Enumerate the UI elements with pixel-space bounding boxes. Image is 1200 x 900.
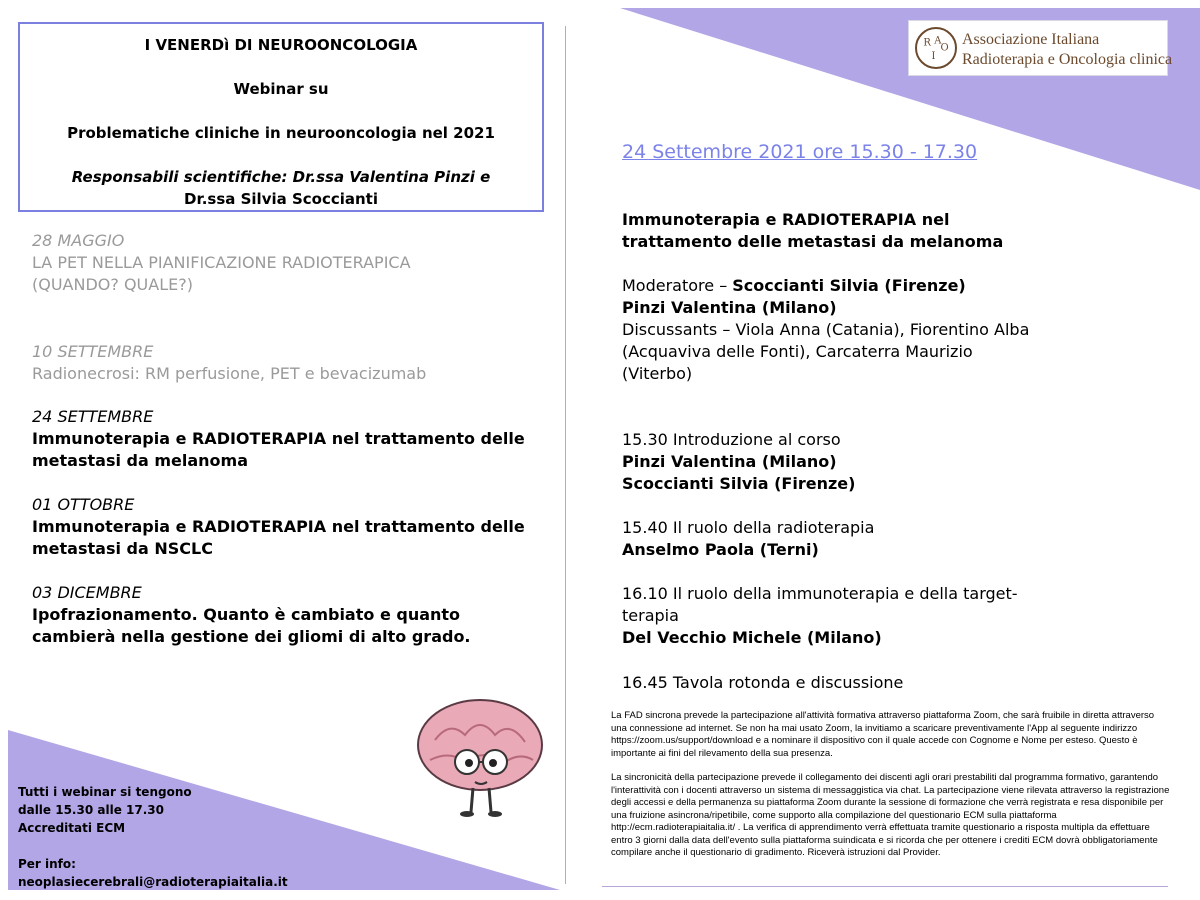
event-date-link[interactable]: 24 Settembre 2021 ore 15.30 - 17.30 bbox=[622, 141, 978, 163]
moderatore-2: Pinzi Valentina (Milano) bbox=[622, 298, 837, 317]
logo-line1: Associazione Italiana bbox=[962, 31, 1100, 48]
event-item bbox=[32, 341, 552, 385]
notes-paragraph: La sincronicità della partecipazione prevede il collegamento dei discenti agli orari prestabiliti dal programma formativo, garantendo l'interattività con i docenti attraverso un sistema di messaggistica via chat. La partecipazione viene rilevata attraverso la registrazione degli accessi e della permanenza su piattaforma Zoom durante la sessione di formazione che verrà registrata e resa disponibile per una fruizione asincrona/ripetibile, come supporto alla compilazione del questionario ECM sulla piattaforma http://ecm.radioterapiaitalia.it/ . La verifica di apprendimento verrà effettuata tramite questionario a risposta multipla da effettuare entro 3 giorni dalla data dell'evento sulla piattaforma suindicata e si ricorda che per ottenere i crediti ECM dovrà obbligatoriamente compilare anche il questionario di gradimento. Riceverà istruzioni dal Provider. bbox=[611, 772, 1170, 858]
event-title: Radionecrosi: RM perfusione, PET e bevacizumab bbox=[32, 364, 427, 383]
responsabili-line2: Dr.ssa Silvia Scoccianti bbox=[184, 190, 378, 208]
moderatore-1: Scoccianti Silvia (Firenze) bbox=[732, 276, 966, 295]
event-title-cont: (QUANDO? QUALE?) bbox=[32, 275, 193, 294]
program-speaker: Anselmo Paola (Terni) bbox=[622, 540, 819, 559]
event-date: 24 SETTEMBRE bbox=[32, 407, 154, 426]
svg-text:O: O bbox=[940, 42, 949, 54]
fad-notes bbox=[611, 710, 1171, 872]
program-line: 15.30 Introduzione al corso bbox=[622, 430, 841, 449]
event-title-cont: metastasi da NSCLC bbox=[32, 539, 213, 558]
topic-title: Problematiche cliniche in neurooncologia nel 2021 bbox=[67, 124, 495, 142]
footer-line: Tutti i webinar si tengono bbox=[18, 785, 192, 799]
brain-mascot-illustration bbox=[405, 690, 555, 820]
event-title: Immunoterapia e RADIOTERAPIA nel trattamento delle bbox=[32, 517, 525, 536]
session-title bbox=[622, 209, 1072, 253]
svg-text:A: A bbox=[934, 35, 942, 47]
program-line: 16.45 Tavola rotonda e discussione bbox=[622, 673, 904, 692]
discussants-line2: (Acquaviva delle Fonti), Carcaterra Maurizio bbox=[622, 342, 973, 361]
webinar-label: Webinar su bbox=[233, 80, 329, 98]
info-email-link[interactable]: neoplasiecerebrali@radioterapiaitalia.it bbox=[18, 875, 288, 889]
divider-line bbox=[565, 26, 566, 884]
event-item bbox=[32, 582, 552, 648]
event-title-cont: metastasi da melanoma bbox=[32, 451, 248, 470]
footer-line: dalle 15.30 alle 17.30 bbox=[18, 803, 164, 817]
bottom-divider bbox=[602, 886, 1168, 887]
svg-text:I: I bbox=[931, 50, 936, 62]
event-date: 03 DICEMBRE bbox=[32, 583, 142, 602]
program-speaker: Del Vecchio Michele (Milano) bbox=[622, 628, 882, 647]
event-date: 28 MAGGIO bbox=[32, 231, 125, 250]
event-item bbox=[32, 494, 552, 560]
logo-line2: Radioterapia e Oncologia clinica bbox=[962, 51, 1173, 68]
program-item bbox=[622, 672, 1072, 694]
event-title: Ipofrazionamento. Quanto è cambiato e quanto bbox=[32, 605, 461, 624]
footer-line: Accreditati ECM bbox=[18, 821, 126, 835]
header-box bbox=[18, 22, 544, 212]
event-title: Immunoterapia e RADIOTERAPIA nel trattamento delle bbox=[32, 429, 525, 448]
discussants-line3: (Viterbo) bbox=[622, 364, 693, 383]
event-date: 10 SETTEMBRE bbox=[32, 342, 154, 361]
airo-logo-icon bbox=[915, 27, 957, 69]
notes-paragraph: La FAD sincrona prevede la partecipazione all'attività formativa attraverso piattaforma Zoom, che sarà fruibile in diretta attraverso una connessione ad internet. Se non ha mai usato Zoom, la invitiamo a scaricare preventivamente l'App al seguente indirizzo https://zoom.us/support/download e a nominare il dispositivo con il quale accede con Cognome e Nome per esteso. Questo è importante ai fini del rilevamento della sua presenza. bbox=[611, 710, 1155, 759]
responsabili-line1: Responsabili scientifiche: Dr.ssa Valentina Pinzi e bbox=[71, 168, 491, 186]
event-title: LA PET NELLA PIANIFICAZIONE RADIOTERAPICA bbox=[32, 253, 411, 272]
moderators bbox=[622, 275, 1072, 385]
session-title-line1: Immunoterapia e RADIOTERAPIA nel bbox=[622, 210, 950, 229]
session-title-line2: trattamento delle metastasi da melanoma bbox=[622, 232, 1004, 251]
discussants-line1: Discussants – Viola Anna (Catania), Fiorentino Alba bbox=[622, 320, 1030, 339]
program-speaker: Pinzi Valentina (Milano) bbox=[622, 452, 837, 471]
program-line-cont: terapia bbox=[622, 606, 679, 625]
program-item bbox=[622, 583, 1072, 649]
footer-line: Per info: bbox=[18, 857, 76, 871]
program-item bbox=[622, 429, 1072, 495]
footer-info bbox=[18, 783, 338, 891]
event-item bbox=[32, 406, 552, 472]
event-date: 01 OTTOBRE bbox=[32, 495, 135, 514]
svg-text:R: R bbox=[923, 37, 931, 49]
program-speaker: Scoccianti Silvia (Firenze) bbox=[622, 474, 856, 493]
series-title: I VENERDì DI NEUROONCOLOGIA bbox=[144, 36, 418, 54]
program-item bbox=[622, 517, 1072, 561]
logo-text bbox=[962, 30, 1172, 70]
moderatore-label: Moderatore – bbox=[622, 276, 733, 295]
event-title-cont: cambierà nella gestione dei gliomi di alto grado. bbox=[32, 627, 471, 646]
program-line: 15.40 Il ruolo della radioterapia bbox=[622, 518, 875, 537]
program-line: 16.10 Il ruolo della immunoterapia e della target- bbox=[622, 584, 1018, 603]
event-item bbox=[32, 230, 552, 296]
